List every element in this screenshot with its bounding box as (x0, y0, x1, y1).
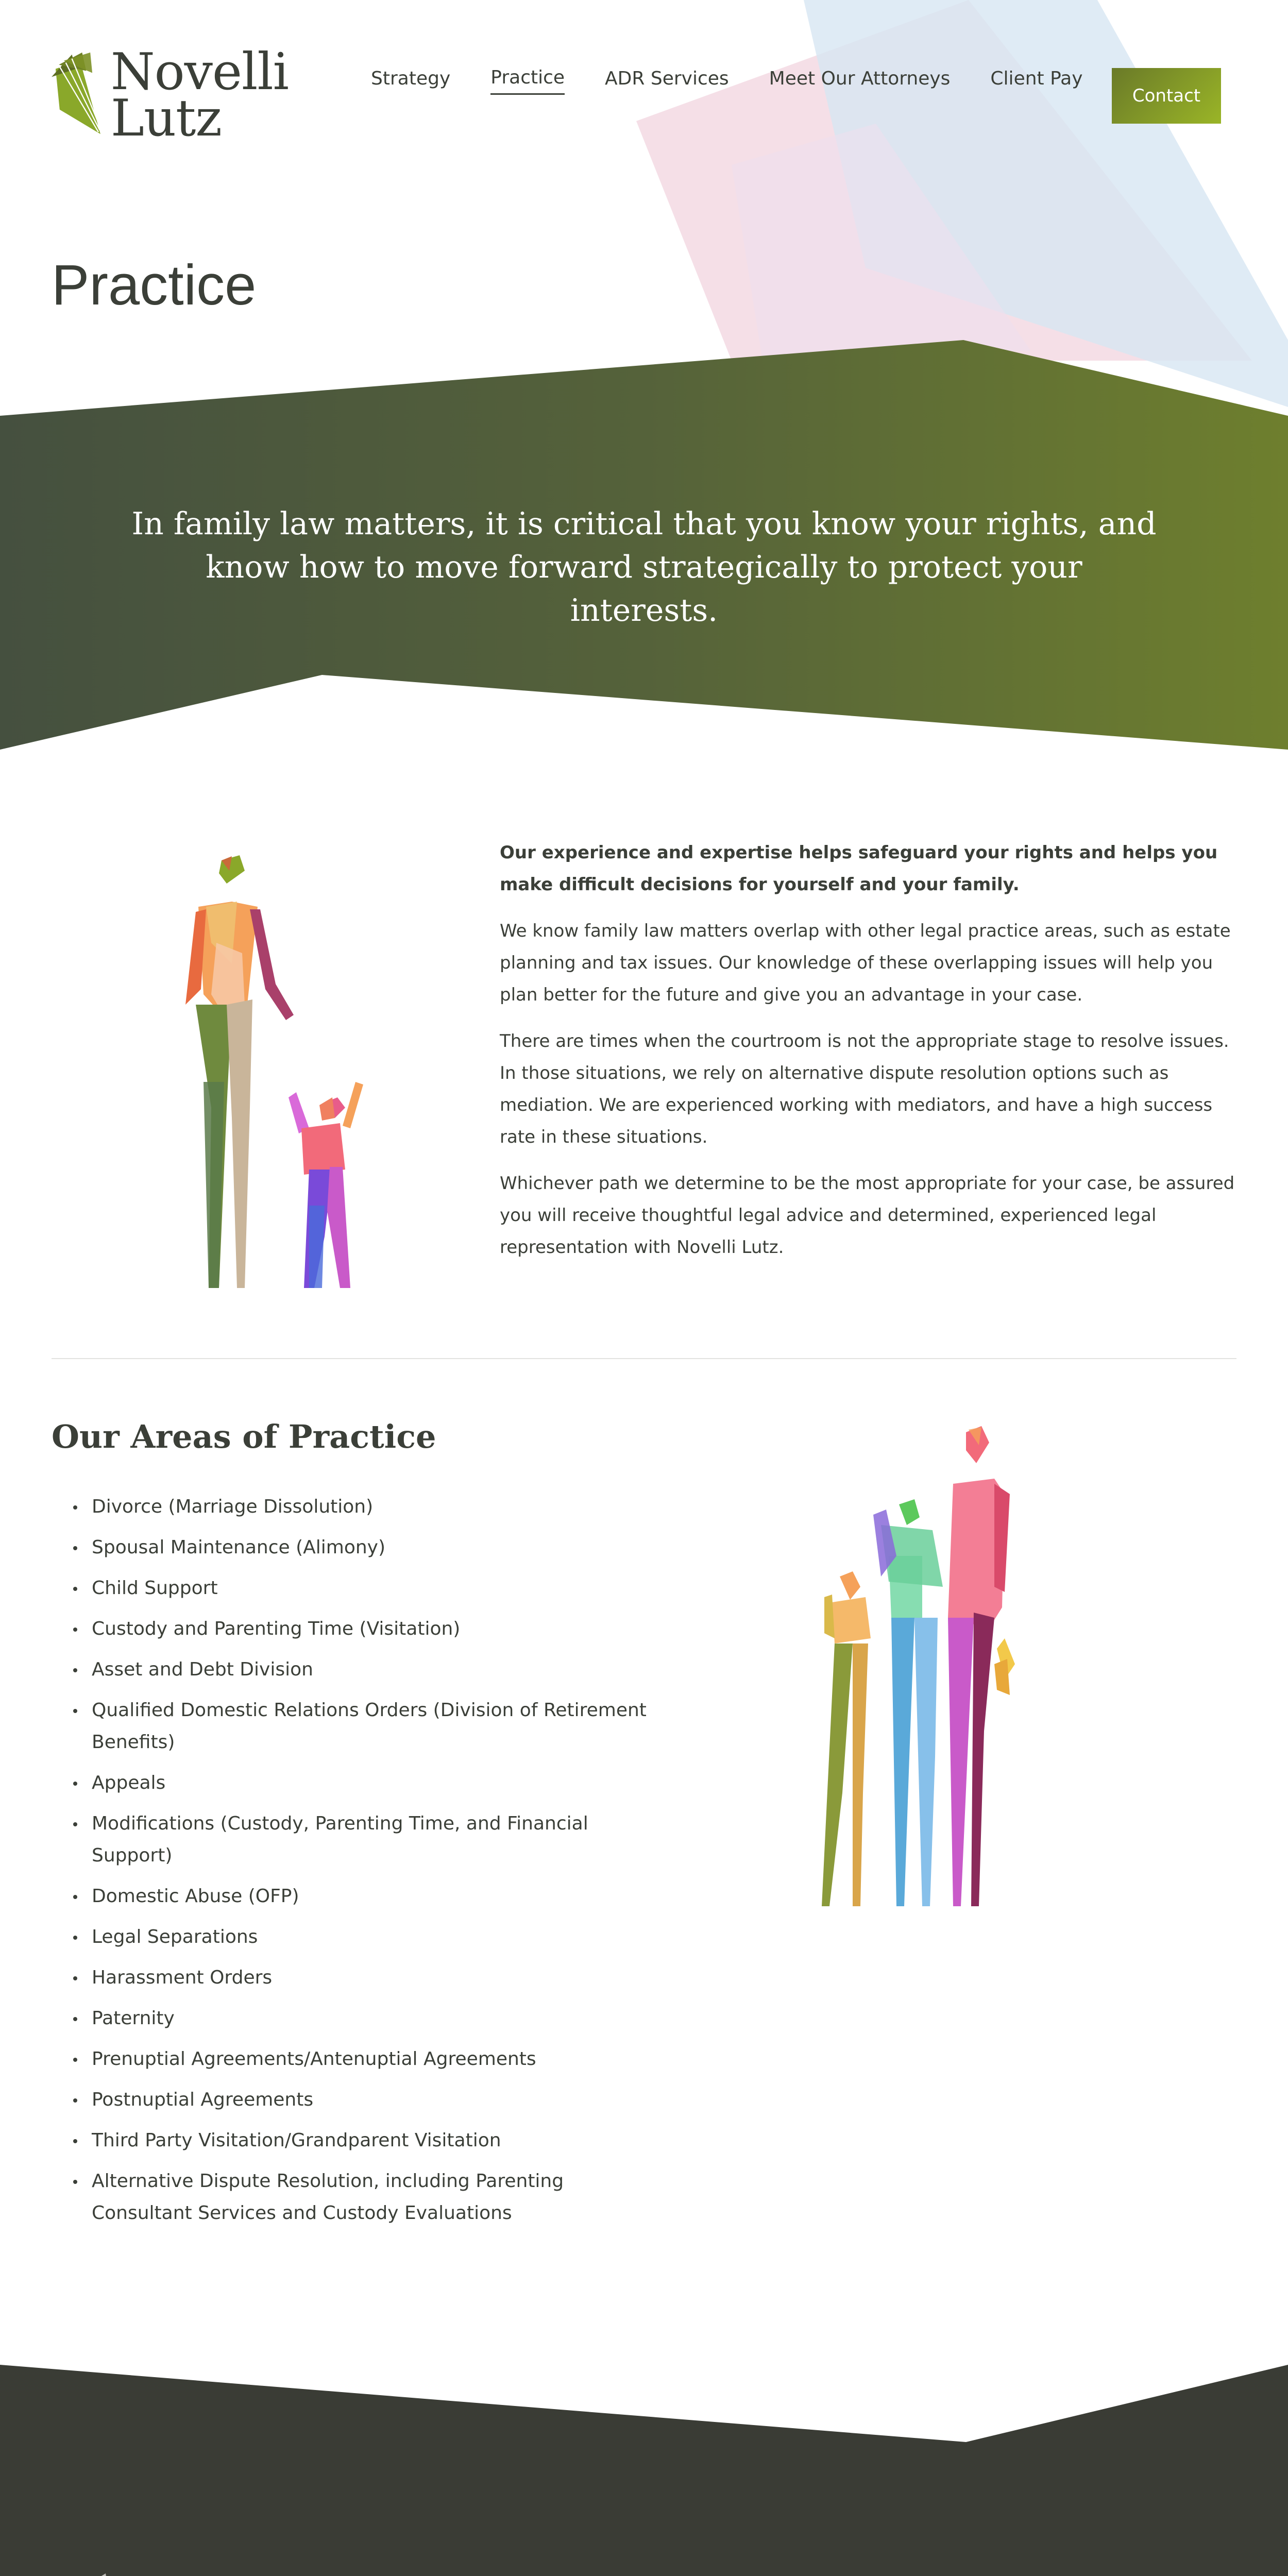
family-illustration (819, 1422, 1066, 1917)
list-item: Alternative Dispute Resolution, including Parenting Consultant Services and Custody Evaluations (52, 2165, 659, 2229)
list-item: Prenuptial Agreements/Antenuptial Agreements (52, 2043, 659, 2075)
list-item: Harassment Orders (52, 1962, 659, 1994)
section-divider (52, 1358, 1236, 1359)
areas-of-practice-list (52, 1491, 659, 2238)
page-title: Practice (52, 253, 257, 317)
areas-of-practice-heading: Our Areas of Practice (52, 1418, 436, 1455)
list-item: Asset and Debt Division (52, 1654, 659, 1686)
list-item: Postnuptial Agreements (52, 2084, 659, 2116)
list-item: Modifications (Custody, Parenting Time, and Financial Support) (52, 1808, 659, 1872)
logo-mark-icon (62, 2573, 134, 2576)
nav-item-client-pay[interactable]: Client Pay (990, 67, 1083, 89)
banner-quote: In family law matters, it is critical that you know your rights, and know how to move forward strategically to protect your interests. (131, 506, 1157, 629)
contact-button[interactable]: Contact (1112, 68, 1221, 124)
list-item: Qualified Domestic Relations Orders (Division of Retirement Benefits) (52, 1694, 659, 1758)
main-nav (371, 67, 1123, 95)
logo-mark-icon (52, 41, 105, 149)
list-item: Divorce (Marriage Dissolution) (52, 1491, 659, 1523)
logo-wordmark: Novelli Lutz (110, 43, 289, 148)
intro-paragraph: There are times when the courtroom is not the appropriate stage to resolve issues. In those situations, we rely on alternative dispute resolution options such as mediation. We are experienced working with mediators, and have a high success rate in these situations. (500, 1031, 1229, 1147)
list-item: Custody and Parenting Time (Visitation) (52, 1613, 659, 1645)
nav-item-meet-our-attorneys[interactable]: Meet Our Attorneys (769, 67, 951, 89)
parent-child-illustration (155, 850, 386, 1303)
intro-paragraph: Whichever path we determine to be the most appropriate for your case, be assured you will receive thoughtful legal advice and determined, experienced legal representation with Novelli Lutz. (500, 1173, 1235, 1258)
list-item: Legal Separations (52, 1921, 659, 1953)
footer-background (0, 2365, 1288, 2576)
site-logo[interactable] (52, 41, 289, 149)
footer-logo[interactable] (62, 2571, 350, 2576)
intro-text (500, 837, 1242, 1278)
intro-lead: Our experience and expertise helps safeguard your rights and helps you make difficult decisions for yourself and your family. (500, 842, 1218, 895)
list-item: Paternity (52, 2003, 659, 2035)
list-item: Domestic Abuse (OFP) (52, 1880, 659, 1912)
nav-item-practice[interactable]: Practice (490, 67, 565, 95)
nav-item-strategy[interactable]: Strategy (371, 67, 451, 89)
list-item: Appeals (52, 1767, 659, 1799)
list-item: Spousal Maintenance (Alimony) (52, 1532, 659, 1564)
list-item: Third Party Visitation/Grandparent Visitation (52, 2125, 659, 2157)
nav-item-adr-services[interactable]: ADR Services (605, 67, 729, 89)
list-item: Child Support (52, 1572, 659, 1604)
intro-paragraph: We know family law matters overlap with other legal practice areas, such as estate planning and tax issues. Our knowledge of these overlapping issues will help you plan better for the future and give you an advantage in your case. (500, 921, 1231, 1005)
